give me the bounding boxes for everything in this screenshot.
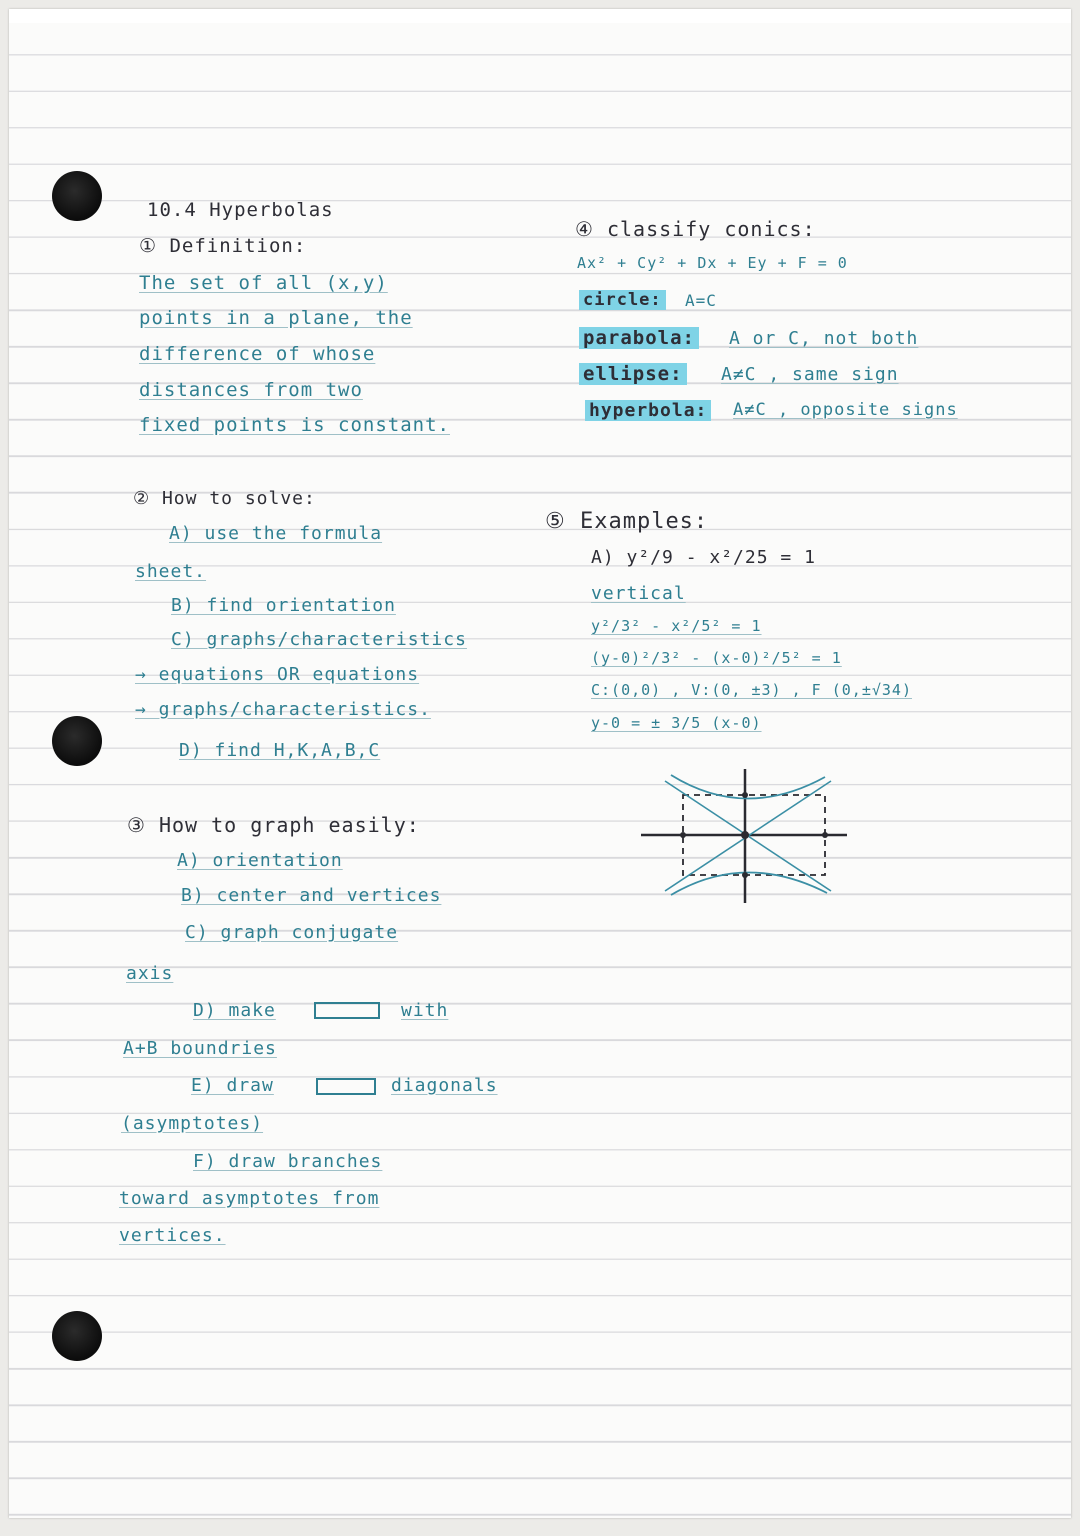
solve-step: C) graphs/characteristics xyxy=(171,629,467,650)
conic-rule: A≠C , opposite signs xyxy=(733,400,958,420)
classify-conics-heading: ④ classify conics: xyxy=(575,217,816,241)
solve-step: B) find orientation xyxy=(171,595,396,616)
notebook-page xyxy=(9,9,1071,1518)
examples-heading: ⑤ Examples: xyxy=(545,509,709,534)
box-sketch-icon xyxy=(313,1000,385,1022)
solve-step: sheet. xyxy=(135,561,207,582)
graph-step: (asymptotes) xyxy=(121,1113,264,1134)
definition-line: points in a plane, the xyxy=(139,307,413,329)
example-line: (y-0)²/3² - (x-0)²/5² = 1 xyxy=(591,649,842,667)
conic-term: hyperbola: xyxy=(585,402,711,420)
box-sketch-icon xyxy=(315,1076,381,1098)
definition-heading: ① Definition: xyxy=(139,235,307,257)
example-line: y²/3² - x²/5² = 1 xyxy=(591,617,762,635)
punch-hole-icon xyxy=(52,716,102,766)
solve-step: D) find H,K,A,B,C xyxy=(179,740,381,761)
definition-line: distances from two xyxy=(139,379,363,401)
conic-term: parabola: xyxy=(579,329,699,348)
conic-rule: A≠C , same sign xyxy=(721,364,899,385)
definition-line: The set of all (x,y) xyxy=(139,272,388,294)
definition-line: fixed points is constant. xyxy=(139,414,450,436)
graph-step: diagonals xyxy=(391,1075,498,1096)
graph-step: F) draw branches xyxy=(193,1151,383,1172)
page-title: 10.4 Hyperbolas xyxy=(147,199,334,221)
graph-step: C) graph conjugate xyxy=(185,922,399,943)
solve-step: A) use the formula xyxy=(169,523,383,544)
conic-rule: A or C, not both xyxy=(729,328,919,349)
graph-step: A+B boundries xyxy=(123,1038,277,1059)
graph-step: toward asymptotes from xyxy=(119,1188,380,1209)
example-line: y-0 = ± 3/5 (x-0) xyxy=(591,714,762,732)
page-top-edge xyxy=(9,9,1071,23)
graph-step: D) make xyxy=(193,1000,276,1021)
graph-step: with xyxy=(401,1000,449,1021)
example-equation: A) y²/9 - x²/25 = 1 xyxy=(591,547,816,568)
general-conic-equation: Ax² + Cy² + Dx + Ey + F = 0 xyxy=(577,254,848,272)
solve-step: → equations OR equations xyxy=(135,664,420,685)
how-to-solve-heading: ② How to solve: xyxy=(133,488,316,509)
definition-line: difference of whose xyxy=(139,343,376,365)
graph-step: E) draw xyxy=(191,1075,274,1096)
conic-term: ellipse: xyxy=(579,365,687,384)
punch-hole-icon xyxy=(52,171,102,221)
how-to-graph-heading: ③ How to graph easily: xyxy=(127,813,420,837)
example-line: C:(0,0) , V:(0, ±3) , F (0,±√34) xyxy=(591,681,912,699)
conic-term: circle: xyxy=(579,292,666,309)
punch-hole-icon xyxy=(52,1311,102,1361)
conic-rule: A=C xyxy=(685,291,717,310)
graph-step: axis xyxy=(126,963,174,984)
graph-step: vertices. xyxy=(119,1225,226,1246)
graph-step: A) orientation xyxy=(177,850,343,871)
example-line: vertical xyxy=(591,583,686,604)
graph-step: B) center and vertices xyxy=(181,885,442,906)
solve-step: → graphs/characteristics. xyxy=(135,699,431,720)
hyperbola-graph-sketch xyxy=(635,759,855,909)
